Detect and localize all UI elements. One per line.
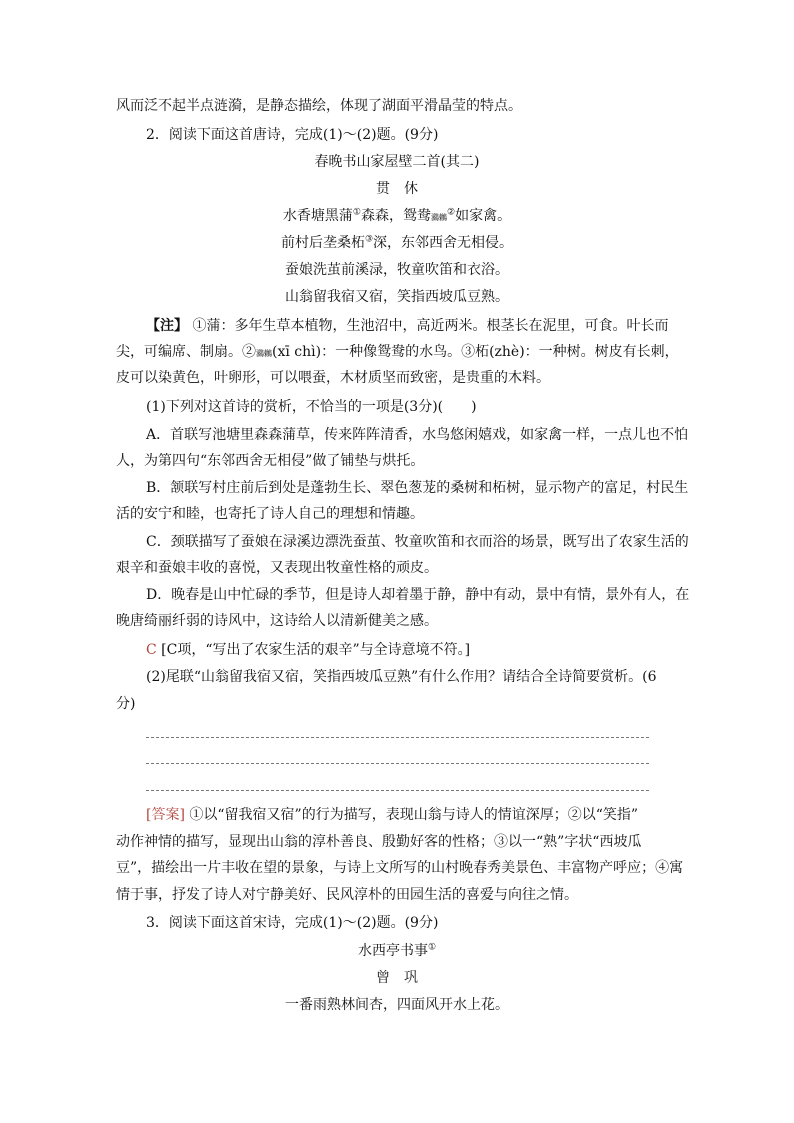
sub-question-1: (1)下列对这首诗的赏析，不恰当的一项是(3分)( ) xyxy=(146,399,477,415)
poem-text: 前村后垄桑柘 xyxy=(280,235,365,251)
option-d-line-2: 晚唐绮丽纤弱的诗风中，这诗给人以清新健美之感。 xyxy=(116,613,438,629)
option-c-line-1: C．颈联描写了蚕娘在渌溪边漂洗蚕茧、牧童吹笛和衣而浴的场景，既写出了农家生活的 xyxy=(146,534,689,550)
sub-question-2-line-2: 分) xyxy=(116,696,136,712)
option-d-line-1: D．晚春是山中忙碌的季节，但是诗人却着墨于静，静中有动，景中有情，景外有人，在 xyxy=(146,587,690,603)
note-line-2 xyxy=(116,342,679,364)
footnote-marker: ① xyxy=(352,207,361,218)
answer-2-line-1 xyxy=(146,805,638,825)
answer-tag: [答案] xyxy=(146,807,185,823)
poem-text: 森森，鸳鸯 xyxy=(361,208,431,224)
note-tag: 【注】 xyxy=(146,318,188,334)
answer-blank-line xyxy=(146,763,649,764)
note-line-1 xyxy=(146,316,668,336)
small-glyph: 鸂鶒 xyxy=(256,349,272,358)
answer-2-line-4: 情于事，抒发了诗人对宁静美好、民风淳朴的田园生活的喜爱与向往之情。 xyxy=(116,887,578,903)
footnote-marker: ① xyxy=(427,942,437,953)
sub-question-2-line-1: (2)尾联“山翁留我宿又宿，笑指西坡瓜豆熟”有什么作用？请结合全诗简要赏析。(6 xyxy=(146,669,657,685)
answer-1-line xyxy=(146,640,470,660)
answer-explanation: [C项，“写出了农家生活的艰辛”与全诗意境不符。] xyxy=(161,642,471,658)
option-b-line-2: 活的安宁和睦，也寄托了诗人自己的理想和情趣。 xyxy=(116,506,424,522)
option-a-line-1: A．首联写池塘里森森蒲草，传来阵阵清香，水鸟悠闲嬉戏，如家禽一样，一点儿也不怕 xyxy=(146,427,689,443)
poem-1-line-1 xyxy=(0,206,794,228)
footnote-marker: ② xyxy=(447,207,456,218)
answer-blank-line xyxy=(146,790,649,791)
paragraph-line: 风而泛不起半点涟漪，是静态描绘，体现了湖面平滑晶莹的特点。 xyxy=(116,98,522,114)
poem-1-author: 贯 休 xyxy=(376,181,418,197)
option-c-line-2: 艰辛和蚕娘丰收的喜悦，又表现出牧童性格的顽皮。 xyxy=(116,560,438,576)
small-glyph: 鸂鶒 xyxy=(431,213,447,222)
poem-1-title: 春晚书山家屋壁二首(其二) xyxy=(314,154,480,170)
answer-2-line-3: 豆”，描绘出一片丰收在望的景象，与诗上文所写的山村晚春秀美景色、丰富物产呼应；④寓 xyxy=(116,860,684,876)
answer-text: ①以“留我宿又宿”的行为描写，表现山翁与诗人的情谊深厚；②以“笑指” xyxy=(189,807,639,823)
answer-letter: C xyxy=(146,642,157,658)
note-text: (xī chì)：一种像鸳鸯的水鸟。③柘(zhè)：一种树。树皮有长刺， xyxy=(272,344,679,360)
option-b-line-1: B．颔联写村庄前后到处是蓬勃生长、翠色葱茏的桑树和柘树，显示物产的富足，村民生 xyxy=(146,480,689,496)
poem-text: 深，东邻西舍无相侵。 xyxy=(373,235,514,251)
note-text: 尖，可编席、制扇。② xyxy=(116,344,256,360)
note-line-3: 皮可以染黄色，叶卵形，可以喂蚕，木材质坚而致密，是贵重的木料。 xyxy=(116,370,550,386)
poem-text: 如家禽。 xyxy=(455,208,512,224)
note-text: ①蒲：多年生草本植物，生池沼中，高近两米。根茎长在泥里，可食。叶长而 xyxy=(192,318,669,334)
option-a-line-2: 人，为第四句“东邻西舍无相侵”做了铺垫与烘托。 xyxy=(116,453,425,469)
poem-2-line-1: 一番雨熟林间杏，四面风开水上花。 xyxy=(285,997,509,1013)
footnote-marker: ③ xyxy=(364,234,374,245)
answer-2-line-2: 动作神情的描写，显现出山翁的淳朴善良、殷勤好客的性格；③以一“熟”字状“西坡瓜 xyxy=(116,834,642,850)
answer-blank-line xyxy=(146,737,649,738)
poem-2-title xyxy=(0,941,794,961)
poem-1-line-3: 蚕娘洗茧前溪渌，牧童吹笛和衣浴。 xyxy=(285,262,509,278)
poem-text: 水香塘黑蒲 xyxy=(282,208,353,224)
question-3-heading: 3．阅读下面这首宋诗，完成(1)～(2)题。(9分) xyxy=(146,915,439,931)
poem-1-line-4: 山翁留我宿又宿，笑指西坡瓜豆熟。 xyxy=(285,289,509,305)
poem-title-text: 水西亭书事 xyxy=(357,943,428,959)
poem-2-author: 曾 巩 xyxy=(376,970,418,986)
poem-1-line-2 xyxy=(0,233,794,253)
question-2-heading: 2．阅读下面这首唐诗，完成(1)～(2)题。(9分) xyxy=(146,127,439,143)
